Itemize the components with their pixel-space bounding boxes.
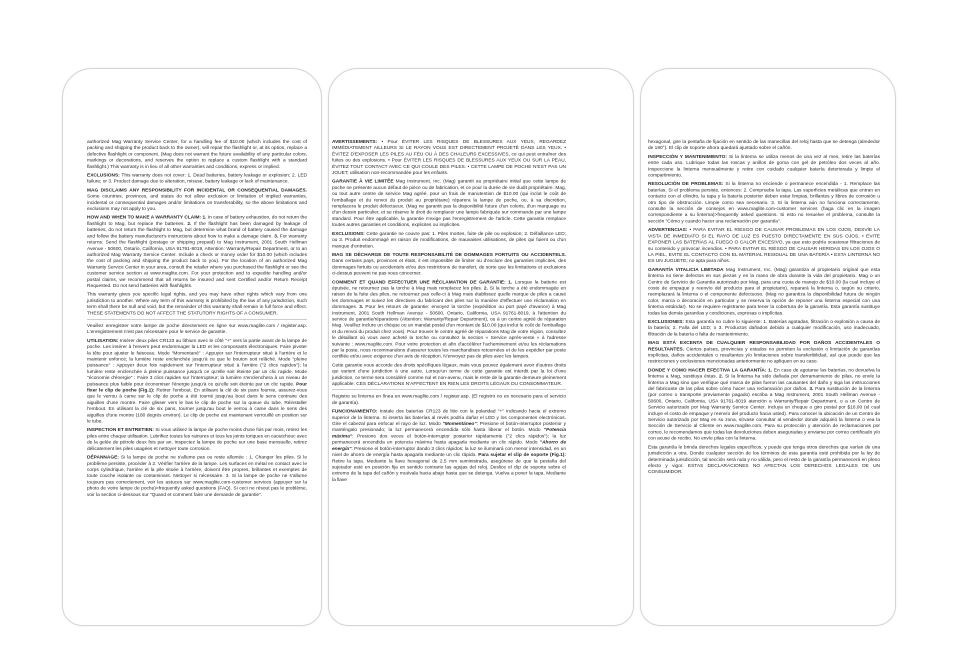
text-run: Si la linterna no enciende o permanece encendida - 1. Remplace las baterías. Si el problema persiste, entonces: 2. Compruebe la tapa. Las superficies metálicas que entran en contacto con el cilindro, la tapa y la batería posterior deben estar limpias, brillantes y libres de corrosión u otro tipo de obstrucción. Limpie como sea necesario. 3. Si la linterna aún no funciona correctamente, consulte la sección de consejos en www.maglite.com-customer services (haga clic en la imagen correspondiente a su linterna)>frequently asked questions. Si esto no resuelve el problema, consulte la sección "Cómo y cuando hacer una reclamación por garantía". <box>648 181 880 224</box>
paragraph <box>648 181 880 224</box>
paragraph <box>332 252 566 277</box>
text-run: Instale dos baterías CR123 de litio con la polaridad "+" indicando hacia el extremo superior de la linterna. Si inserta las baterías al revés podría dañar el LED y los componentes electrónicos. Gire el cabezal para enfocar el rayo de luz. Modo <box>332 408 566 427</box>
paragraph <box>87 139 307 170</box>
paragraph <box>87 427 307 452</box>
text-run: For warranty returns: Send the flashlight (postage or shipping prepaid) to Mag Instrument, 2001 South Hellman Avenue - 50600, Ontario, California, USA 91761-8019, Attention: Warranty/Repair Department, or to an authorized Mag Warranty Service Center. Include a check or money order for $10.00 (which includes the cost of packing and shipping the product back to you). For the location of an authorized Mag Warranty Service Center in your area, consult the retailer where you purchased the flashlight or see the customer service section at www.maglite.com. For your protection and to expedite handling and/or postal claims, we recommend that all returns be insured and sent Certified and/or Return Receipt Requested. Do not send batteries with flashlights. <box>87 233 307 289</box>
column-3-text <box>648 139 880 478</box>
bold-italic-text: "Ahorro de energía" <box>332 439 567 452</box>
language-divider <box>87 319 307 320</box>
bold-italic-text: "Momentáneo" <box>442 421 477 427</box>
bold-text: INSPECCIÓN Y MANTENIMIENTO: <box>648 153 727 160</box>
paragraph <box>87 215 307 289</box>
text-run: Retirer l'embout. En utilisant la clé de six pans fournie, assurez-vous que le verrou à came sur le clip de poche a été tourné jusqu'au bout dans le sens contraire des aiguilles d'une montre. Faire glisser vers le bas le clip de poche sur la queue du tube. Réinstaller l'embout. En utilisant la clé de six pans, tourner jusqu'au bout le verrou à came dans le sens des aiguilles d'une montre (180 degrés environ). Le clip de poche est maintenant verrouillé en position sur le tube. <box>87 387 307 425</box>
text-run: Mag Instrument, Inc. (Mag) garantit au propriétaire initial que cette lampe de poche ne présente aucun défaut de pièce ou de fabrication, et ce pour la durée de vie dudit propriétaire. Mag, ou tout autre centre de service Mag agréé, pour un frais de manutention de $10.00 (qui inclut le coût de l'emballage et du renvoi du produit au propriétaire) réparera la lampe de poche, ou, à sa discrétion, remplacera le produit défectueux. (Mag ne garantit pas la disponibilité future d'un coloris, d'un marquage ou d'un dessin particulier, et se réserve le droit de remplacer une lampe fabriquée sur commande par une lampe standard. Pour être applicable, la garantie n'exige pas l'enregistrement de l'article. Cette garantie remplace toutes autres garanties et conditions, explicites ou implicites. <box>332 178 566 228</box>
paragraph <box>87 323 307 335</box>
bold-text: UTILISATION: <box>87 337 119 344</box>
paragraph <box>648 319 880 338</box>
bold-text: FUNCIONAMIENTO: <box>332 408 378 415</box>
text-run: This warranty does not cover: 1. Dead batteries, battery leakage or explosion; 2. LED failure; or 3. Product damage due to alteration, misuse, battery leakage or lack of maintenance. <box>87 172 307 185</box>
language-divider <box>332 390 566 391</box>
paragraph <box>332 394 566 406</box>
paragraph <box>332 231 566 250</box>
text-run: Cette garantie ne couvre pas: 1. Piles mortes, fuite de pile ou explosion; 2. Défaillance LED; ou 3. Produit endommagé en raison de modifications, de mauvaises utilisations, de piles qui fuient ou d'un manque d'entretien. <box>332 230 566 249</box>
bold-text: MAG SE DÉCHARGE DE TOUTE RESPONSABILITÉ DE DOMMAGES FORTUITS OU ACCIDENTELS. <box>332 251 566 258</box>
bold-text: EXCLUSIONS: <box>332 230 365 237</box>
paragraph <box>648 367 880 441</box>
text-run: Dans certains pays, provinces et états, il est impossible de limiter ou d'exclure des garanties implicites, des dommages fortuits ou accidentels et/ou des restrictions de transfert, de sorte que les limitations et exclusions ci-dessus peuvent ne pas vous concerner. <box>332 258 566 277</box>
bold-text: DONDE Y COMO HACER EFECTIVA LA GARANTÍA: 1. <box>648 367 773 373</box>
text-run: Si vous utilisez la lampe de poche moins d'une fois par mois, retirez les piles entre chaque utilisation. Lubrifiez toutes les rainures et tous les joints toriques en caoutchouc avec de la gelée de pétrole deux fois par an. Inspectez la lampe de poche sur une base mensuelle, retirez délicatement les piles usagées et nettoyer toute corrosion. <box>87 427 307 452</box>
bold-text: 3. <box>359 304 364 310</box>
text-run: In case of battery exhaustion, do not return the flashlight to Mag, but replace the batteries. <box>87 214 308 227</box>
paragraph <box>332 279 566 360</box>
paragraph <box>332 409 566 483</box>
text-run: Lorsque la batterie est épuisée, ne retournez pas la torche à Mag mais remplacez les piles. <box>332 279 566 291</box>
bold-text: AVERTISSEMENTS: <box>332 139 378 145</box>
text-run: Para sustitución de la linterna (por correo o transporte previamente pagado) escriba a Mag Instrument, 2001 South Hellman Avenue - 50600, Ontario, California, USA 91761-8019 atención a Warranty/Repair Department, o a un Centro de Servicio autorizado por Mag Warranty Service Center. Incluya un cheque o giro postal por $10.00 (el cual incluye el costo de empaque y reenvío del producto hacia usted). Para conocer la ubicación de un Centro de Servicio autorizado por Mag en su zona, sírvase consultar al vendedor donde adquirió la linterna o vea la Sección de Servicio al Cliente en www.maglite.com. Para su protección y atención de reclamaciones por correo, le recomendamos que todas las devoluciones deben aseguradas y enviarse por correo certificado y/o con acuse de recibo. No envíe pilas con la linterna. <box>648 386 880 442</box>
paragraph <box>648 267 880 317</box>
text-run: Insérer deux piles CR123 au lithium avec le côté "+" vers la partie avant de la lampe de poche. Les insérer à l'envers peut endommager la LED et les composants électroniques. Faire pivoter la tête pour ajuster le faisceau. Mode "Momentané" : Appuyer sur l'interrupteur situé à l'arrière et le maintenir enfoncé; la lumière reste enclenchée jusqu'à ce que le bouton soit relâché. Mode "pleine puissance" : Appuyer deux fois rapidement sur l'interrupteur situé à l'arrière ("2 clics rapides"); la lumière reste enclenchée à pleine puissance jusqu'à ce qu'elle soit éteinte par un clic rapide. Mode "économie d'énergie" : Faire 3 clics rapides sur l'interrupteur; la lumière s'enclenchera à un niveau de puissance plus faible pour économiser l'énergie jusqu'à ce qu'elle soit éteinte par un clic rapide. <box>87 337 307 387</box>
bold-text: MAG ESTÁ EXCENTA DE CUALQUIER RESPONSABILIDAD POR DAÑOS ACCIDENTALES O RESULTANTES. <box>648 340 880 352</box>
text-run: Esta garantía no cubre lo siguiente: 1. Baterías agotadas, filtración o explosión a causa de la batería; 2. Falla del LED; o 3. Productos dañados debido a cualquier modificación, uso inadecuado, filtración de la batería o falta de mantenimiento. <box>648 318 880 337</box>
paragraph <box>87 455 307 498</box>
bold-text: 2. <box>719 373 724 380</box>
bold-text: 2. <box>187 220 192 227</box>
text-run: • Pour ÉVITER LES RISQUES DE BLESSURES AUX YEUX, REGARDEZ IMMÉDIATEMENT AILLEURS SI LE RAYON VOUS EST DIRECTEMENT PROJETÉ DANS LES YEUX. • ÉVITEZ D'EXPOSER LES PILES AU FEU OU À DES CHALEURS EXCESSIVES, ce qui peut entraîner des fuites ou des explosions. • Pour ÉVITER LES RISQUES DE BLESSURES AUX YEUX OU SUR LA PEAU, ÉVITEZ TOUT CONTACT AVEC CE QUI COULE DES PILES. • CETTE LAMPE DE POCHE N'EST PAS UN JOUET; utilisation non-recommandée pour les enfants. <box>332 139 566 176</box>
text-run: This warranty gives you specific legal rights, and you may have other rights which vary from one jurisdiction to another. Where any term of this warranty is prohibited by the law of any jurisdiction, such term shall there be null and void, but the remainder of this warranty shall remain in full force and effect. THESE STATEMENTS DO NOT AFFECT THE STATUTORY RIGHTS OF A CONSUMER. <box>87 291 307 316</box>
paragraph <box>332 139 566 176</box>
bold-text: 2. <box>483 285 488 291</box>
paragraph <box>87 187 307 212</box>
column-2-text <box>332 139 566 486</box>
text-run: Si la linterna se utiliza menos de una vez al mes, retire las baterías entre cada uso. Lubrique todas las roscas y anillos de goma con gel de petróleo dos veces al año. Inspeccione la linterna mensualmente y retire con cuidado cualquier batería deteriorada y limpie el compartimiento. <box>648 153 880 179</box>
bold-text: 3. <box>809 386 814 392</box>
bold-text: DÉPANNAGE: <box>87 454 119 461</box>
text-run: Si la lampe de poche ne s'allume pas ou reste allumée : 1. Changer les piles. Si le problème persiste, procéder à 2. Vérifier l'arrière de la lampe. Les surfaces en métal en contact avec le corps cylindrique, l'arrière et la pile située à l'arrière, doivent être propres, brillantes et exemptes de toute couche isolante ou contaminant. Nettoyer si nécessaire. 3. Si la lampe de poche ne s'allume toujours pas correctement, voir les astuces sur www.maglite.com-customer services (appuyer sur la photo de votre lampe de poche)>frequently asked questions (FAQ). Si ceci ne résout pas le problème, voir la section ci-dessous sur "Quand et comment faire une demande de garantie". <box>87 454 307 498</box>
text-run: If the flashlight has been damaged by leakage of batteries, do not return the flashlight to Mag, but determine what brand of battery caused the damage and follow the battery manufacturer's instructions about how to make a damage claim. <box>87 220 308 239</box>
bold-text: GARANTIE À VIE LIMITÉE <box>332 178 394 185</box>
bold-text: Para sujetar el clip de soporte (Fig.1): <box>478 452 566 458</box>
text-run: Some countries, provinces, and states do not allow exclusion or limitation of implied warranties, incidental or consequential damages and/or limitations on transferability, so the above limitations and exclusions may not apply to you. <box>87 193 307 212</box>
bold-text: MAG DISCLAIMS ANY RESPONSIBILITY FOR INCIDENTAL OR CONSEQUENTIAL DAMAGES. <box>87 187 307 193</box>
bold-text: RESOLUCIÓN DE PROBLEMAS: <box>648 181 724 187</box>
paragraph <box>648 227 880 264</box>
paragraph <box>648 444 880 475</box>
text-run: Pour les retours de garantie: envoyez la torche (expédition ou port payé d'avance) à Mag Instrument, 2001 South Hellman Avenue - 50600, Ontario, California, USA 91761-8019, à l'attention du service de garantie/réparations (Attention: Warranty/Repair Department), ou à un centre agréé de réparation Mag. Veuillez inclure un chèque ou un mandat postal d'un montant de $10.00 (qui inclut le coût de l'emballage et du renvoi du produit chez vous). Pour trouver le centre agréé de réparations Mag de votre région, consultez le détaillant où vous avez acheté la torche ou consultez la section « Service après-vente » à l'adresse suivante : www.maglite.com. Pour votre protection et afin d'accélérer l'acheminement et/ou les réclamations par la poste, nous recommandons d'assurer toutes les marchandises retournées et de les expédier par poste certifiée et/ou avec exigence d'un avis de réception. N'envoyez pas de piles avec les lampes. <box>332 304 566 360</box>
bold-text: ADVERTENCIAS: <box>648 227 688 233</box>
text-run: En caso de agotarse las baterías, no devuelva la linterna a Mag, sustituya éstas. <box>648 367 880 380</box>
bold-italic-text: "Potencia máxima" <box>332 427 566 439</box>
text-run: Mag Instrument, Inc. (Mag) garantiza al propietario original que esta linterna no tiene defectos en sus piezas y en la mano de obra durante la vida del propietario. Mag o un Centro de Servicio de Garantía autorizado por Mag, para una cuota de manejo de $10.00 (la cual incluye el costo de empaque y reenvío del producto para el propietario), reparará la linterna o, según su criterio, reemplazará la linterna o el componente defectuoso. (Mag no garantiza la disponibilidad futura de ningún color, marca o decoración en particular y se reserva la opción de reponer una linterna especial con una linterna estándar). No se requiere registrarse para tener la cobertura de la garantía. Esta garantía sustituye todas las demás garantías y condiciones, expresas o implícitas. <box>648 266 880 316</box>
paragraph <box>87 338 307 425</box>
paragraph <box>87 292 307 317</box>
text-run: Retire la tapa. Mediante la llave hexagonal de 2.5 mm suministrada, asegúrese de que la pestaña del sujetador esté en posición fija en sentido contrario las agujas del reloj. Deslice el clip de soporte sobre el extremo de la tapa del cañón y muévala hacia abajo hasta que se detenga. Vuelva a poner la tapa. Mediante la llave <box>332 458 566 483</box>
bold-text: 3. <box>274 233 279 239</box>
column-1-text <box>87 139 307 500</box>
text-run: • PARA EVITAR EL RIESGO DE CAUSAR PROBLEMAS EN LOS OJOS, DESVÍE LA VISTA DE INMEDIATO SI EL RAYO DE LUZ ES PUESTO DIRECTAMENTE EN SUS OJOS. • EVITE EXPONER LAS BATERÍAS AL FUEGO O CALOR EXCESIVO, ya que esto podría ocasionar filtraciones de su contenido y provocar incendios. • PARA EVITAR EL RIESGO DE CAUSAR HERIDAS EN LOS OJOS O LA PIEL, EVITE EL CONTACTO CON EL MATERIAL RESIDUAL DE UNA BATERÍA • ESTA LINTERNA NO ES UN JUGUETE; no apta para niños. <box>648 227 880 264</box>
paragraph <box>648 139 880 151</box>
bold-text: EXCLUSIONES: <box>648 318 684 325</box>
bold-text: GARANTÍA VITALICIA LIMITADA <box>648 266 724 273</box>
paragraph <box>648 340 880 365</box>
text-run: Veuillez enregistrer votre lampe de poche directement en ligne sur www.maglite.com / register.asp. L'enregistrement n'est pas nécessaire pour le service de garantie. <box>87 322 307 335</box>
paragraph <box>648 154 880 179</box>
text-run: hexagonal, gire la pestaña de fijación en sentido de las manecillas del reloj hasta que se detenga (alrededor de 180°). El clip de soporte ahora quedará ajustado sobre el cañón. <box>648 139 880 151</box>
text-run: : Presione dos veces el botón-interruptor posterior rápidamente ("2 clics rápidos"); la luz permanecerá encendida en potencia máxima hasta apagarla mediante un clic rápido. Modo <box>332 433 566 446</box>
text-run: Si la linterna ha sido dañada por derramamiento de pilas, no envíe la linterna a Mag sino que verifique qué marca de pilas fueron las causantes del daño y siga las instrucciones del fabricante de las pilas sobre cómo hacer una reclamación por daños. <box>648 373 880 392</box>
paragraph <box>87 173 307 185</box>
text-run: Registre su linterna en línea en www.maglite.com / register.asp. (El registro no es necesario para el servicio de garantía). <box>332 393 566 406</box>
text-run: Cette garantie vous accorde des droits spécifiques légaux, mais vous pouvez également avoir d'autres droits qui varient d'une juridiction à une autre. Lorsqu'un terme de cette garantie est interdit par la loi d'une juridiction, ce terme sera considéré comme nul et non-avenu, mais le reste de la garantie demeure pleinement applicable. CES DÉCLARATIONS N'AFFECTENT EN RIEN LES DROITS LÉGAUX DU CONSOMMATEUR. <box>332 362 566 387</box>
paragraph <box>332 362 566 387</box>
bold-text: INSPECTION ET ENTRETIEN: <box>87 427 154 433</box>
bold-text: Pour fixer le clip de poche (Fig.1): <box>87 381 307 394</box>
text-run: Ciertos países, provincias y estados no permiten la exclusión o limitación de garantías implícitas, daños accidentales o resultantes y/o limitaciones sobre transferibilidad, así que puede que las restricciones y exclusiones mencionadas anteriormente no apliquen en su caso. <box>648 346 880 365</box>
text-run: authorized Mag Warranty Service Center, for a handling fee of $10.00 (which includes the cost of packing and shipping the product back to the owner), will repair the flashlight or, at its option, replace a defective flashlight or component. (Mag does not warrant the future availability of any particular colors, markings or decorations, and reserves the option to replace a custom flashlight with a standard flashlight.) This warranty is in lieu of all other warranties and conditions, express or implied. <box>87 139 307 170</box>
bold-text: EXCLUSIONS: <box>87 172 120 179</box>
text-run: Si la torche a été endommagée en raison de la fuite des piles, ne retournez pas celle-ci à Mag mais établissez quelle marque de piles a causé les dommages et suivez les directives du fabricant des piles sur la manière d'effectuer une réclamation en dommages. <box>332 285 566 310</box>
paragraph <box>332 179 566 229</box>
text-run: : Presione el botón-interruptor dando 3 clics rápidos; la luz se iluminará con menor intensidad, en un nivel de ahorro de energía hasta apagarla mediante un clic rápido. <box>332 445 566 458</box>
bold-text: HOW AND WHEN TO MAKE A WARRANTY CLAIM: 1. <box>87 214 207 221</box>
text-run: Esta garantía le brinda derechos legales específicos, y puede que tenga otros derechos que varían de una jurisdicción a otra. Donde cualquier sección de los términos de esta garantía esté prohibida por la ley de determinada jurisdicción, tal sección será nula y no válida, pero el resto de la garantía permanecerá en pleno efecto y vigor. ESTAS DECLARACIONES NO AFECTAN LOS DERECHOS LEGALES DE UN CONSUMIDOR. <box>648 444 880 475</box>
bold-text: COMMENT ET QUAND EFFECTUER UNE RÉCLAMATION DE GARANTIE: 1. <box>332 279 513 285</box>
text-run: : Presione el botón-interruptor posterior y manténgalo presionado; la luz permanecerá encendida sólo hasta liberar el botón. Modo <box>332 421 566 433</box>
